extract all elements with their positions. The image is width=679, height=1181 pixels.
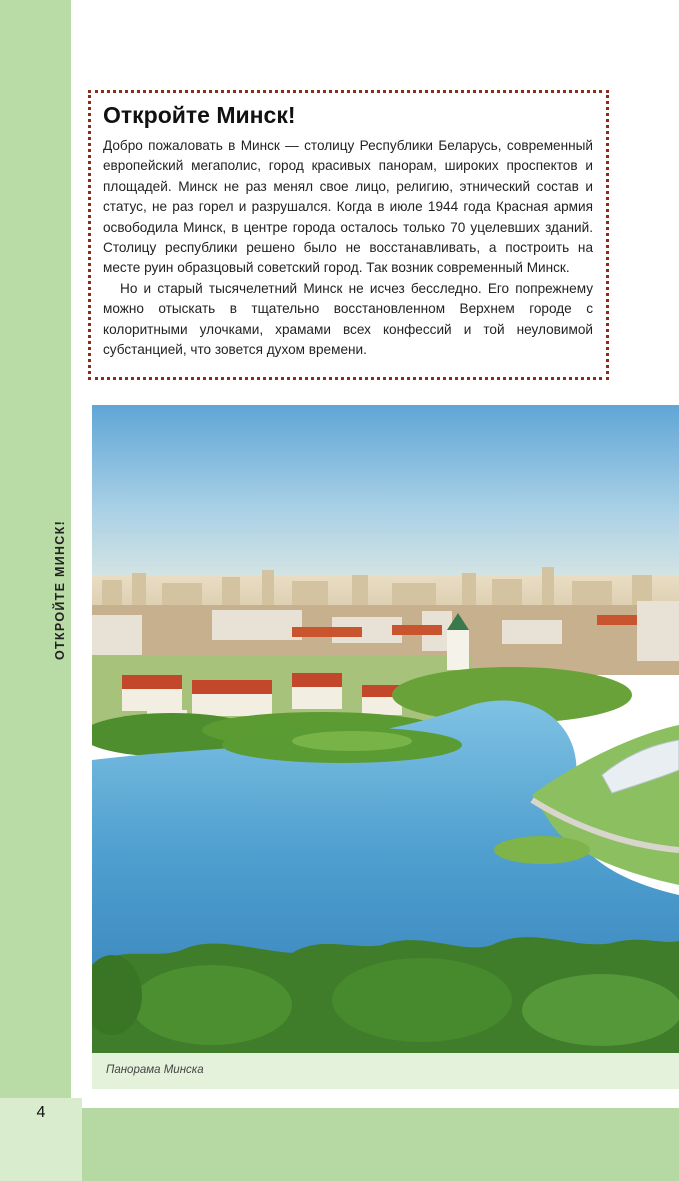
intro-paragraph-2: Но и старый тысячелетний Минск не исчез бесследно. Его попрежнему можно отыскать в тщательно восстановленном Верхнем городе с колоритными улочками, храмами всех конфессий и той неуловимой субстанцией, что зовется духом времени.	[103, 280, 593, 358]
bottom-band	[82, 1108, 679, 1181]
photo-caption-bar	[92, 1053, 679, 1089]
photo-caption: Панорама Минска	[106, 1064, 204, 1076]
intro-title: Откройте Минск!	[103, 102, 296, 128]
section-label: ОТКРОЙТЕ МИНСК!	[53, 519, 67, 661]
minsk-panorama-photo	[92, 405, 679, 1053]
intro-paragraph-1: Добро пожаловать в Минск — столицу Республики Беларусь, современный европейский мегаполис, город красивых панорам, широких проспектов и площадей. Минск не раз менял свое лицо, религию, этнический состав и статус, не раз горел и разрушался. Когда в июле 1944 года Красная армия освободила Минск, в центре города осталось только 70 уцелевших зданий. Столицу республики решено было не восстанавливать, а построить на месте руин образцовый советский город. Так возник современный Минск.	[103, 138, 593, 276]
intro-box	[88, 90, 609, 380]
page-number: 4	[36, 1104, 46, 1121]
